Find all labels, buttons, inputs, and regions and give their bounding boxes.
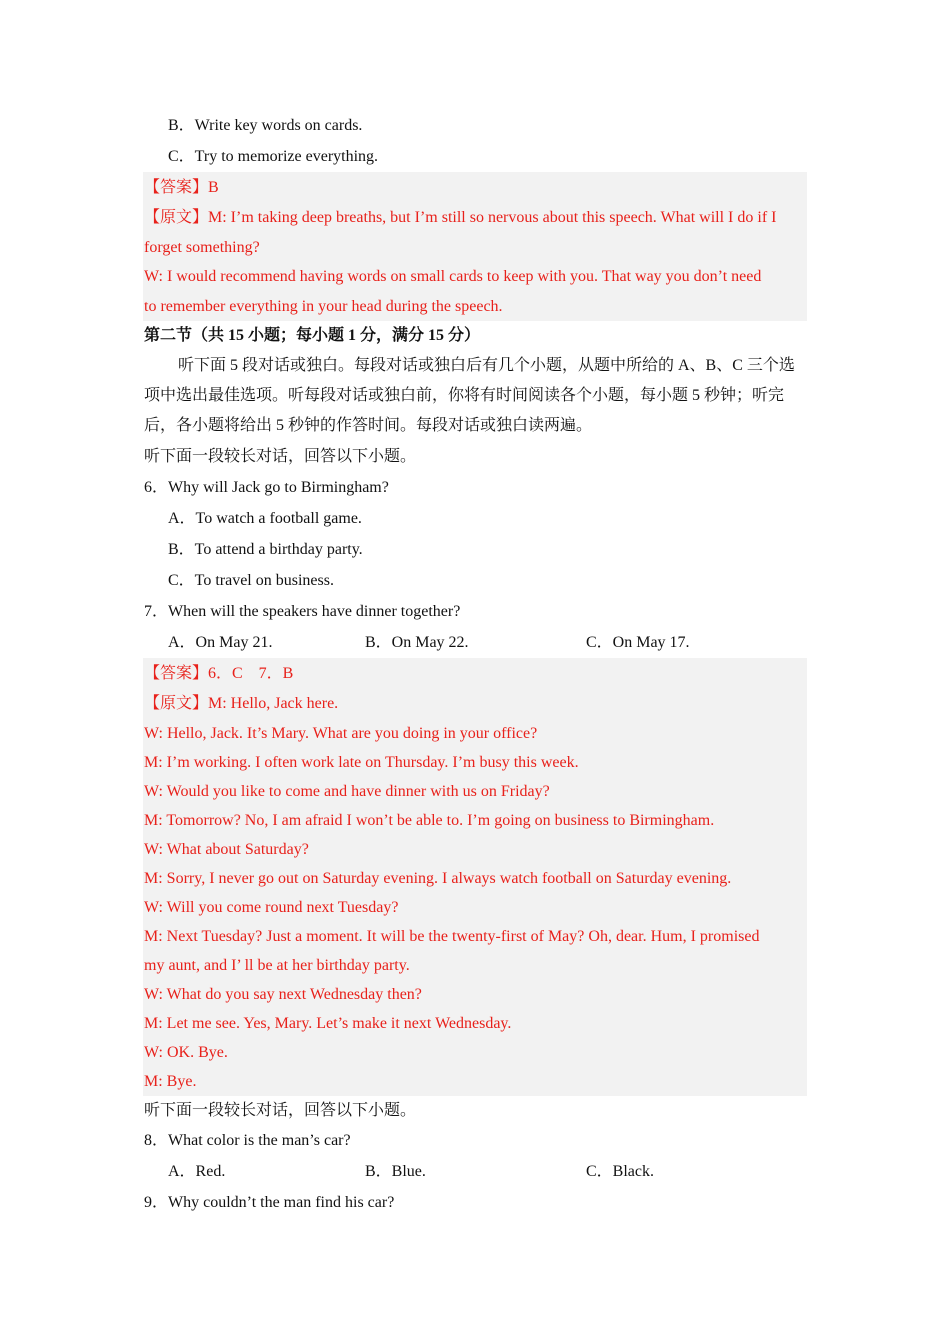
q5-option-b: B．Write key words on cards. — [168, 117, 363, 134]
transcript-line: W: What do you say next Wednesday then? — [144, 986, 422, 1003]
q8-option-b: B．Blue. — [365, 1163, 426, 1180]
q7-option-c: C．On May 17. — [586, 634, 690, 651]
transcript-line: M: Sorry, I never go out on Saturday evening. I always watch football on Saturday evening. — [144, 870, 732, 887]
section-heading: 第二节（共 15 小题；每小题 1 分，满分 15 分） — [144, 327, 481, 344]
transcript-line: W: Would you like to come and have dinner with us on Friday? — [144, 783, 550, 800]
q8-options — [144, 1156, 807, 1187]
transcript-line: 【原文】M: Hello, Jack here. — [144, 695, 339, 712]
transcript-line: W: Hello, Jack. It’s Mary. What are you doing in your office? — [144, 725, 538, 742]
dialogue-intro: 听下面一段较长对话，回答以下小题。 — [144, 1102, 417, 1119]
section-instructions: 听下面 5 段对话或独白。每段对话或独白后有几个小题，从题中所给的 A、B、C 三个选项中选出最佳选项。听每段对话或独白前，你将有时间阅读各个小题，每小题 5 秒钟；听完后，各小题将给出 5 秒钟的作答时间。每段对话或独白读两遍。 — [144, 357, 795, 434]
transcript-line: M: Tomorrow? No, I am afraid I won’t be able to. I’m going on business to Birmingham. — [144, 812, 715, 829]
dialogue-intro: 听下面一段较长对话，回答以下小题。 — [144, 448, 417, 465]
answer-label: 【答案】B — [144, 179, 219, 196]
question-8: 8．What color is the man’s car? — [144, 1132, 351, 1149]
transcript-line: M: I’m working. I often work late on Thursday. I’m busy this week. — [144, 754, 579, 771]
dialogue1-answer-box — [143, 658, 807, 1096]
q5-option-c: C．Try to memorize everything. — [168, 148, 379, 165]
transcript-line: 【原文】M: I’m taking deep breaths, but I’m still so nervous about this speech. What will I do if I — [144, 209, 777, 226]
transcript-line: to remember everything in your head during the speech. — [144, 298, 503, 315]
transcript-line: M: Let me see. Yes, Mary. Let’s make it next Wednesday. — [144, 1015, 512, 1032]
q7-options — [144, 627, 807, 658]
q5-answer-box — [143, 172, 807, 321]
transcript-line: W: OK. Bye. — [144, 1044, 228, 1061]
q7-option-a: A．On May 21. — [168, 634, 273, 651]
q7-option-b: B．On May 22. — [365, 634, 469, 651]
answer-label: 【答案】6．C 7．B — [144, 665, 294, 682]
document-page — [144, 110, 807, 1218]
transcript-line: my aunt, and I’ ll be at her birthday party. — [144, 957, 410, 974]
transcript-line: M: Next Tuesday? Just a moment. It will be the twenty-first of May? Oh, dear. Hum, I promised — [144, 928, 760, 945]
q6-option-b: B．To attend a birthday party. — [168, 541, 363, 558]
q8-option-c: C．Black. — [586, 1163, 654, 1180]
q6-option-c: C．To travel on business. — [168, 572, 334, 589]
transcript-line: W: What about Saturday? — [144, 841, 309, 858]
q6-option-a: A．To watch a football game. — [168, 510, 362, 527]
transcript-line: W: Will you come round next Tuesday? — [144, 899, 399, 916]
question-6: 6．Why will Jack go to Birmingham? — [144, 479, 389, 496]
question-9: 9．Why couldn’t the man find his car? — [144, 1194, 395, 1211]
transcript-line: forget something? — [144, 239, 260, 256]
transcript-line: M: Bye. — [144, 1073, 197, 1090]
question-7: 7．When will the speakers have dinner together? — [144, 603, 461, 620]
transcript-line: W: I would recommend having words on small cards to keep with you. That way you don’t need — [144, 268, 762, 285]
q8-option-a: A．Red. — [168, 1163, 226, 1180]
